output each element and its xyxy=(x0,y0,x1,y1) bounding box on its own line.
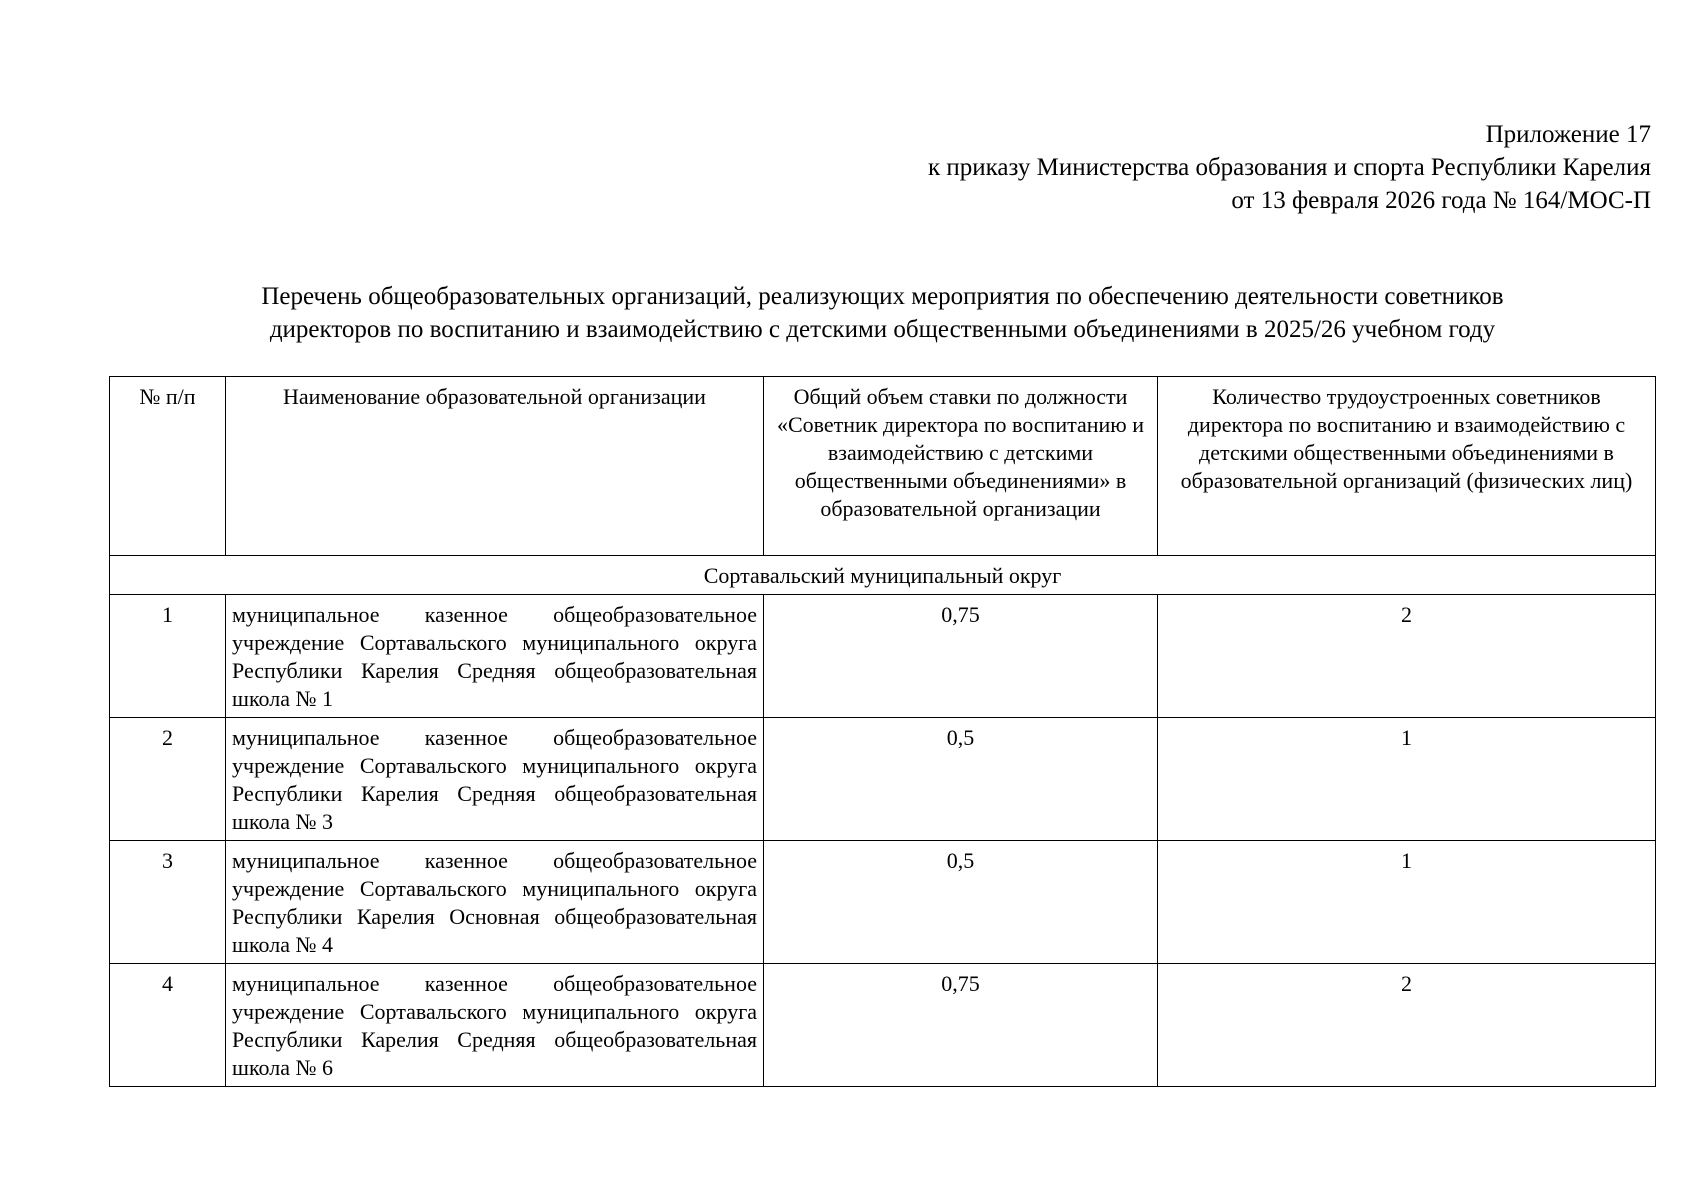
table-row xyxy=(110,718,1656,841)
row-rate: 0,5 xyxy=(764,841,1158,964)
document-title-line-2: директоров по воспитанию и взаимодействию с детскими общественными объединениями в 2025/26 учебном году xyxy=(269,316,1496,343)
row-organization: муниципальное казенное общеобразовательное учреждение Сортавальского муниципального округа Республики Карелия Основная общеобразовательная школа № 4 xyxy=(226,841,764,964)
row-number: 4 xyxy=(110,964,226,1087)
table-header-row xyxy=(110,377,1656,556)
appendix-block xyxy=(928,118,1651,217)
header-organization: Наименование образовательной организации xyxy=(226,377,764,556)
document-title xyxy=(110,280,1655,346)
row-count: 2 xyxy=(1158,964,1656,1087)
row-number: 1 xyxy=(110,595,226,718)
document-title-line-1: Перечень общеобразовательных организаций, реализующих мероприятия по обеспечению деятельности советников xyxy=(261,283,1504,310)
row-organization: муниципальное казенное общеобразовательное учреждение Сортавальского муниципального округа Республики Карелия Средняя общеобразовательная школа № 6 xyxy=(226,964,764,1087)
organizations-table xyxy=(109,376,1656,1087)
row-count: 2 xyxy=(1158,595,1656,718)
row-count: 1 xyxy=(1158,841,1656,964)
table-row xyxy=(110,595,1656,718)
row-rate: 0,75 xyxy=(764,964,1158,1087)
row-organization: муниципальное казенное общеобразовательное учреждение Сортавальского муниципального округа Республики Карелия Средняя общеобразовательная школа № 1 xyxy=(226,595,764,718)
header-rate: Общий объем ставки по должности «Советник директора по воспитанию и взаимодействию с детскими общественными объединениями» в образовательной организации xyxy=(764,377,1158,556)
row-rate: 0,5 xyxy=(764,718,1158,841)
appendix-line-1: Приложение 17 xyxy=(1485,121,1651,148)
row-number: 3 xyxy=(110,841,226,964)
row-count: 1 xyxy=(1158,718,1656,841)
appendix-line-2: к приказу Министерства образования и спорта Республики Карелия xyxy=(928,154,1651,181)
table-row xyxy=(110,841,1656,964)
row-organization: муниципальное казенное общеобразовательное учреждение Сортавальского муниципального округа Республики Карелия Средняя общеобразовательная школа № 3 xyxy=(226,718,764,841)
appendix-line-3: от 13 февраля 2026 года № 164/МОС-П xyxy=(1231,187,1651,214)
district-name: Сортавальский муниципальный округ xyxy=(110,556,1656,595)
table-row xyxy=(110,964,1656,1087)
header-number: № п/п xyxy=(110,377,226,556)
row-number: 2 xyxy=(110,718,226,841)
row-rate: 0,75 xyxy=(764,595,1158,718)
header-count: Количество трудоустроенных советников директора по воспитанию и взаимодействию с детскими общественными объединениями в образовательной организаций (физических лиц) xyxy=(1158,377,1656,556)
district-row xyxy=(110,556,1656,595)
